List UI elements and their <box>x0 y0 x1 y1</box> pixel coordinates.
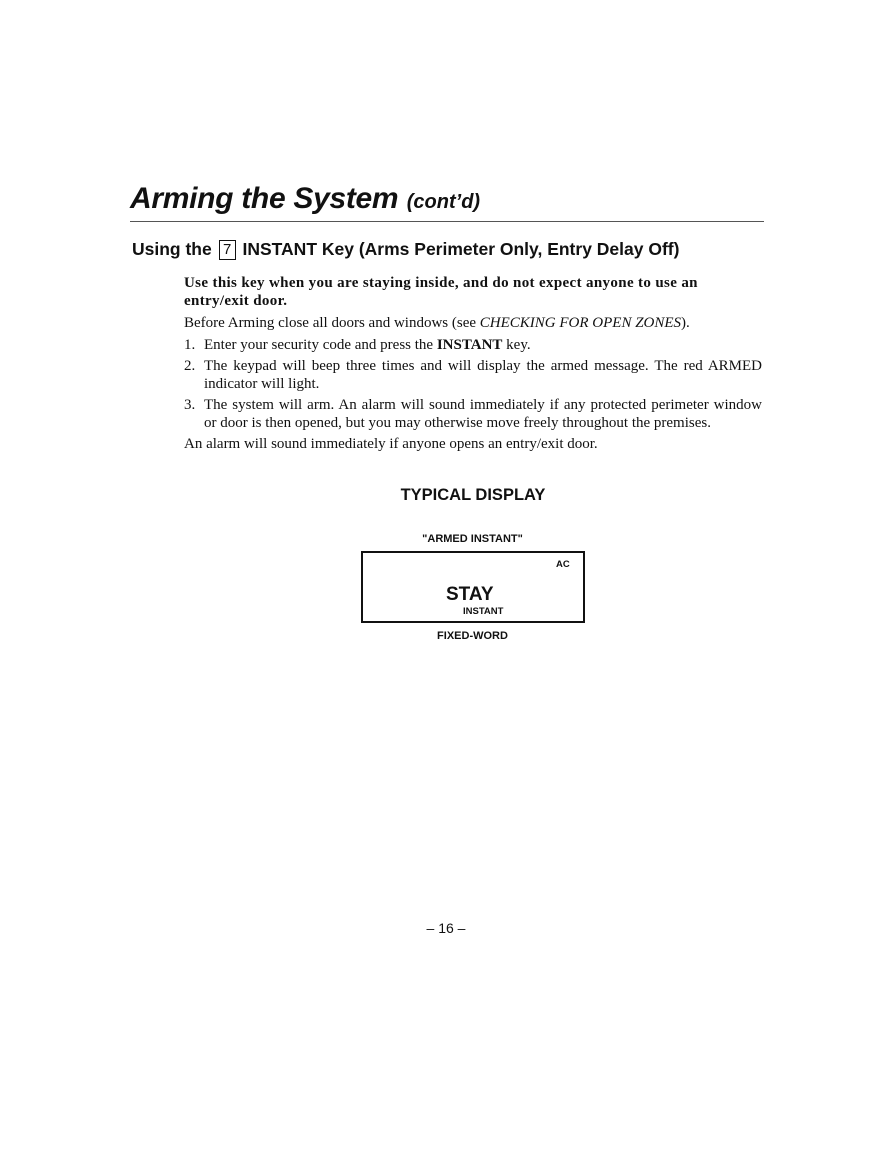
step-number: 2. <box>184 358 196 374</box>
page-title <box>130 182 764 222</box>
before-arming-paragraph <box>184 315 762 333</box>
before-arming-prefix: Before Arming close all doors and windows (see <box>184 315 480 331</box>
key-7-icon: 7 <box>219 240 236 260</box>
section-heading <box>132 239 679 260</box>
title-contd: (cont’d) <box>406 191 481 213</box>
step-text-post: key. <box>502 336 531 353</box>
title-main: Arming the System <box>130 182 399 215</box>
lead-paragraph: Use this key when you are staying inside, and do not expect anyone to use an entry/exit door. <box>184 275 698 309</box>
typical-display-heading: TYPICAL DISPLAY <box>400 486 546 504</box>
step-text: The keypad will beep three times and will display the armed message. The red ARMED indicator will light. <box>204 358 762 392</box>
step-item <box>184 358 762 393</box>
open-zones-reference: CHECKING FOR OPEN ZONES <box>479 315 682 331</box>
step-text: The system will arm. An alarm will sound immediately if any protected perimeter window or door is then opened, but you may otherwise move freely throughout the premises. <box>204 397 762 431</box>
step-item <box>184 397 762 432</box>
step-number: 3. <box>184 397 196 413</box>
steps-list <box>184 337 762 433</box>
step-item <box>184 337 762 355</box>
display-caption-top: "ARMED INSTANT" <box>422 533 523 545</box>
section-heading-suffix: INSTANT Key (Arms Perimeter Only, Entry Delay Off) <box>242 239 680 259</box>
instructions-body <box>184 275 762 454</box>
step-text-pre: Enter your security code and press the <box>204 336 437 353</box>
section-heading-prefix: Using the <box>132 239 212 259</box>
page-number: – 16 – <box>426 920 466 936</box>
step-number: 1. <box>184 336 196 353</box>
lcd-ac-indicator: AC <box>556 559 570 570</box>
display-caption-bottom: FIXED-WORD <box>437 630 508 642</box>
lcd-instant-text: INSTANT <box>463 606 504 617</box>
step-text-bold: INSTANT <box>436 336 503 353</box>
lcd-stay-text: STAY <box>446 584 494 605</box>
final-paragraph: An alarm will sound immediately if anyone opens an entry/exit door. <box>184 436 598 452</box>
before-arming-suffix: ). <box>681 315 690 331</box>
lcd-display <box>361 551 585 623</box>
